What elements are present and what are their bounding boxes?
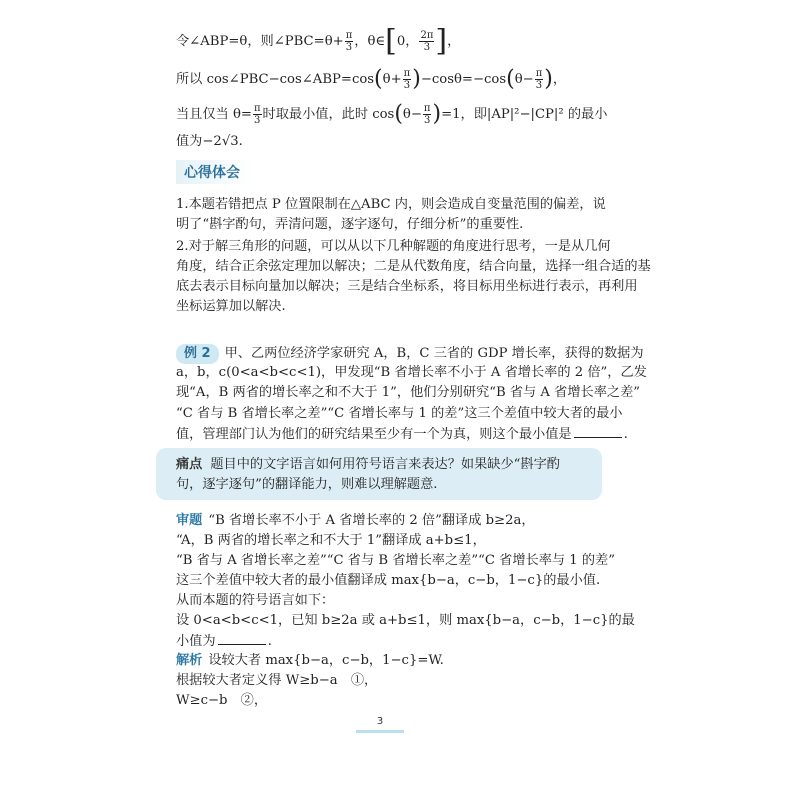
- left-bracket: [: [385, 23, 397, 59]
- fraction: [345, 30, 354, 53]
- insight-p1-line-2: 明了“斟字酌句，弄清问题，逐字逐句，仔细分析”的重要性.: [176, 217, 524, 232]
- page-number: 3: [376, 716, 384, 727]
- paren: ): [412, 66, 421, 92]
- text: “B 省增长率不小于 A 省增长率的 2 倍”翻译成 b≥2a，: [208, 513, 535, 528]
- denominator: 3: [254, 115, 261, 126]
- text: 当且仅当 θ=: [176, 107, 252, 122]
- text: θ+: [382, 72, 402, 87]
- example-badge: 例 2: [176, 344, 219, 364]
- text: 时取最小值，此时 cos: [262, 107, 395, 122]
- paren: (: [506, 66, 515, 92]
- insight-heading: 心得体会: [176, 160, 254, 184]
- numerator: π: [253, 103, 261, 114]
- text: .: [267, 634, 272, 649]
- page-number-underline: [356, 730, 404, 733]
- pain-point-line-1: [176, 456, 560, 474]
- text: 0，: [396, 34, 419, 49]
- text: 设较大者 max{b−a，c−b，1−c}=W.: [208, 653, 444, 668]
- derivation-line-1: [176, 23, 461, 59]
- review-line-3: “B 省与 A 省增长率之差”“C 省与 B 省增长率之差”“C 省增长率与 1 的差”: [176, 553, 615, 568]
- pain-point-title: 痛点: [176, 457, 203, 472]
- review-line-4: 这三个差值中较大者的最小值翻译成 max{b−a，c−b，1−c}的最小值.: [176, 573, 601, 588]
- numerator: 2π: [420, 30, 434, 41]
- answer-blank: [574, 425, 622, 438]
- paren: ): [432, 101, 442, 127]
- fraction: [419, 30, 434, 53]
- text: ，: [552, 72, 567, 87]
- fraction: [253, 103, 262, 126]
- example-line-3: 现“A，B 两省的增长率之和不大于 1”，他们分别研究“B 省与 A 省增长率之差”: [176, 385, 640, 400]
- text: 令∠ABP=θ，则∠PBC=θ+: [176, 34, 344, 49]
- insight-p2-line-3: 底去表示目标向量加以解决；三是结合坐标系，将目标用坐标进行表示，再利用: [176, 279, 638, 294]
- example-line-4: “C 省与 B 省增长率之差”“C 省增长率与 1 的差”这三个差值中较大者的最小: [176, 406, 623, 421]
- analysis-label: 解析: [176, 653, 203, 668]
- numerator: π: [403, 68, 411, 79]
- text: θ−: [514, 72, 534, 87]
- numerator: π: [345, 30, 353, 41]
- review-line-5: 从而本题的符号语言如下：: [176, 593, 335, 608]
- text: 值，管理部门认为他们的研究结果至少有一个为真，则这个最小值是: [176, 427, 572, 442]
- fraction: [423, 103, 432, 126]
- text: 题目中的文字语言如何用符号语言来表达？如果缺少“斟字酌: [210, 457, 560, 472]
- pain-point-line-2: 句，逐字逐句”的翻译能力，则难以理解题意.: [176, 477, 438, 492]
- text: .: [623, 427, 628, 442]
- review-line-2: “A，B 两省的增长率之和不大于 1”翻译成 a+b≤1，: [176, 533, 486, 548]
- answer-blank: [218, 632, 266, 645]
- text: =1，即|AP|²−|CP|² 的最小: [441, 107, 608, 122]
- derivation-line-2: [176, 68, 566, 91]
- insight-p2-line-4: 坐标运算加以解决.: [176, 299, 286, 314]
- review-label: 审题: [176, 513, 203, 528]
- text: 甲、乙两位经济学家研究 A，B，C 三省的 GDP 增长率，获得的数据为: [224, 346, 644, 361]
- denominator: 3: [423, 42, 431, 53]
- insight-p2-line-2: 角度，结合正余弦定理加以解决；二是从代数角度，结合向量，选择一组合适的基: [176, 259, 651, 274]
- analysis-line-3: W≥c−b ②，: [176, 693, 268, 708]
- derivation-line-3: [176, 103, 607, 126]
- text: 所以 cos∠PBC−cos∠ABP=cos: [176, 72, 375, 87]
- insight-p1-line-1: 1.本题若错把点 P 位置限制在△ABC 内，则会造成自变量范围的偏差，说: [176, 197, 606, 212]
- fraction: [403, 68, 412, 91]
- numerator: π: [535, 68, 543, 79]
- example-line-1: [176, 344, 644, 364]
- text: 小值为: [176, 634, 216, 649]
- paren: ): [544, 66, 553, 92]
- review-line-6: 设 0<a<b<c<1，已知 b≥2a 或 a+b≤1，则 max{b−a，c−b，1−c}的最: [176, 613, 635, 628]
- text: θ−: [402, 107, 422, 122]
- text: ，: [447, 34, 461, 49]
- analysis-line-2: 根据较大者定义得 W≥b−a ①，: [176, 673, 378, 688]
- paren: (: [374, 66, 383, 92]
- analysis-line-1: [176, 652, 444, 670]
- example-line-2: a，b，c(0<a<b<c<1)，甲发现“B 省增长率不小于 A 省增长率的 2 倍”，乙发: [176, 365, 647, 380]
- example-line-5: [176, 425, 628, 444]
- denominator: 3: [535, 80, 543, 91]
- review-line-7: [176, 632, 272, 651]
- text: ，θ∈: [354, 34, 386, 49]
- numerator: π: [423, 103, 431, 114]
- derivation-line-4: 值为−2√3.: [176, 134, 243, 149]
- fraction: [535, 68, 544, 91]
- right-bracket: ]: [435, 23, 448, 59]
- denominator: 3: [345, 42, 353, 53]
- text: −cosθ=−cos: [420, 72, 507, 87]
- insight-p2-line-1: 2.对于解三角形的问题，可以从以下几种解题的角度进行思考，一是从几何: [176, 239, 611, 254]
- paren: (: [394, 101, 403, 127]
- denominator: 3: [424, 115, 431, 126]
- denominator: 3: [403, 80, 411, 91]
- review-line-1: [176, 512, 535, 530]
